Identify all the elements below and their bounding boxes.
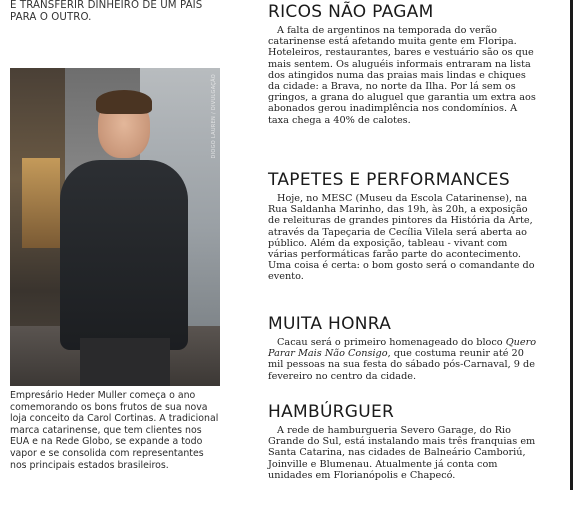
section-headline: HAMBÚRGUER — [268, 402, 395, 422]
section-body: A falta de argentinos na temporada do verão catarinense está afetando muita gente em Floripa. Hoteleiros, restaurantes, bares e vestuário são os que mais sentem. Os aluguéis informais entraram na lista dos atingidos numa das praias mais lindas e chiques da cidade: a Brava, no norte da Ilha. Por lá sem os gringos, a grana do aluguel que garantia um extra aos abonados gerou inadimplência nos condomínios. A taxa chega a 40% de calotes. — [268, 25, 536, 126]
previous-article-tail: E TRANSFERIR DINHEIRO DE UM PAÍS PARA O OUTRO. — [10, 0, 203, 23]
person-legs — [80, 338, 170, 386]
section-body: Hoje, no MESC (Museu da Escola Catarinense), na Rua Saldanha Marinho, das 19h, às 20h, a exposição de releituras de grandes pintores da História da Arte, através da Tapeçaria de Cecília Vilela será aberta ao público. Além da exposição, tableau - vivant com várias performáticas farão parte do acontecimento. Uma coisa é certa: o bom gosto será o comandante do evento. — [268, 193, 535, 283]
bloco-name: Quero Parar Mais Não Consigo — [268, 337, 537, 360]
section-muita-honra — [268, 314, 540, 382]
section-headline: TAPETES E PERFORMANCES — [268, 170, 510, 190]
person-body — [60, 160, 188, 350]
body-post: , que costuma reunir até 20 mil pessoas na sua festa do sábado pós-Carnaval, 9 de fevereiro no centro da cidade. — [268, 348, 535, 382]
body-pre: Cacau será o primeiro homenageado do bloco — [277, 337, 506, 348]
section-ricos-nao-pagam — [268, 2, 540, 126]
photo-window — [22, 158, 60, 248]
column-rule — [570, 0, 573, 490]
portrait-photo — [10, 68, 220, 386]
section-headline: RICOS NÃO PAGAM — [268, 2, 434, 22]
section-body: A rede de hamburgueria Severo Garage, do Rio Grande do Sul, está instalando mais três franquias em Santa Catarina, nas cidades de Balneário Camboriú, Joinville e Blumenau. Atualmente já conta com unidades em Florianópolis e Chapecó. — [268, 425, 536, 481]
section-body — [268, 337, 540, 382]
section-headline: MUITA HONRA — [268, 314, 392, 334]
person-hair — [96, 90, 152, 114]
section-hamburguer — [268, 402, 540, 481]
photo-caption: Empresário Heder Muller começa o ano comemorando os bons frutos de sua nova loja conceito da Carol Cortinas. A tradicional marca catarinense, que tem clientes nos EUA e na Rede Globo, se expande a todo vapor e se consolida com representantes nos principais estados brasileiros. — [10, 390, 219, 471]
photo-credit: DIOGO LAUREN / DIVULGAÇÃO — [211, 74, 217, 159]
section-tapetes-e-performances — [268, 170, 540, 283]
